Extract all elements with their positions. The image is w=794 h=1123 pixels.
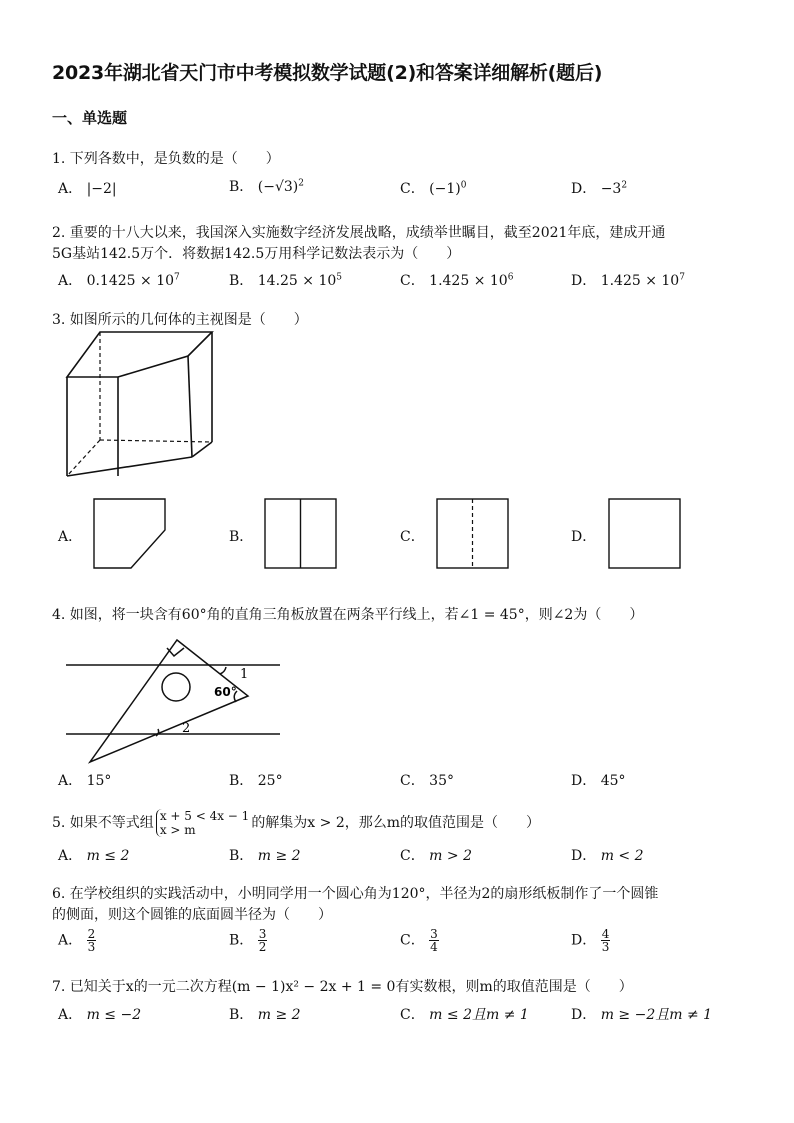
q3-option-a-figure — [93, 498, 167, 570]
q3-solid-figure — [60, 330, 220, 480]
q1-option-b[interactable]: B． $(-√3)^2$ — [229, 178, 304, 195]
q2-option-d[interactable]: D． $1.425 \times 10^7$ — [571, 272, 685, 289]
document-title: 2023年湖北省天门市中考模拟数学试题(2)和答案详细解析(题后) — [52, 62, 603, 84]
q7-option-b[interactable]: B． m ≥ 2 — [229, 1007, 301, 1023]
q1-option-a[interactable]: A． |−2| — [58, 181, 117, 197]
question-2-stem-line2: 5G基站142.5万个．将数据142.5万用科学记数法表示为（ ） — [52, 246, 461, 262]
q6-option-a[interactable]: A． $\frac{2}{3}$ — [58, 927, 96, 954]
q1-option-d[interactable]: D． $-3^2$ — [571, 180, 628, 197]
q7-option-c[interactable]: C． m ≤ 2且m ≠ 1 — [400, 1007, 529, 1023]
q5-option-a[interactable]: A． m ≤ 2 — [58, 848, 130, 864]
question-4-stem: 4. 如图，将一块含有60°角的直角三角板放置在两条平行线上，若∠1 = 45°，则∠2为（ ） — [52, 607, 644, 623]
q4-triangle-figure — [60, 636, 290, 766]
q4-option-a[interactable]: A． 15° — [58, 773, 112, 789]
section-heading: 一、单选题 — [52, 109, 128, 127]
q3-option-d[interactable]: D． — [571, 529, 597, 545]
question-7-stem: 7. 已知关于x的一元二次方程(m − 1)x² − 2x + 1 = 0有实数根，则m的取值范围是（ ） — [52, 979, 633, 995]
q2-option-c[interactable]: C． $1.425 \times 10^6$ — [400, 272, 514, 289]
question-6-stem-line2: 的侧面，则这个圆锥的底面圆半径为（ ） — [52, 907, 332, 923]
q3-option-c-figure — [436, 498, 510, 570]
q1-option-c[interactable]: C． $(-1)^0$ — [400, 180, 467, 197]
question-3-stem: 3. 如图所示的几何体的主视图是（ ） — [52, 312, 308, 328]
question-2-stem-line1: 2. 重要的十八大以来，我国深入实施数字经济发展战略，成绩举世瞩目，截至2021年底，建成开通 — [52, 225, 666, 241]
question-6-stem-line1: 6. 在学校组织的实践活动中，小明同学用一个圆心角为120°，半径为2的扇形纸板制作了一个圆锥 — [52, 886, 659, 902]
q2-option-a[interactable]: A． $0.1425 \times 10^7$ — [58, 272, 180, 289]
q5-option-b[interactable]: B． m ≥ 2 — [229, 848, 301, 864]
q4-angle-60-label: 60° — [214, 685, 237, 699]
q4-option-b[interactable]: B． 25° — [229, 773, 283, 789]
q5-option-c[interactable]: C． m > 2 — [400, 848, 472, 864]
q3-option-b-figure — [264, 498, 338, 570]
question-5-stem: 5. 如果不等式组 x + 5 < 4x − 1 x > m 的解集为x > 2，那么m的取值范围是（ ） — [52, 809, 541, 837]
q6-option-d[interactable]: D． $\frac{4}{3}$ — [571, 927, 610, 954]
question-1-stem: 1. 下列各数中，是负数的是（ ） — [52, 151, 280, 167]
q7-option-a[interactable]: A． m ≤ −2 — [58, 1007, 142, 1023]
q4-angle-2-label: 2 — [182, 721, 191, 736]
q4-option-c[interactable]: C． 35° — [400, 773, 454, 789]
inequality-system: x + 5 < 4x − 1 x > m — [156, 809, 250, 837]
q3-option-b[interactable]: B． — [229, 529, 254, 545]
q7-option-d[interactable]: D． m ≥ −2且m ≠ 1 — [571, 1007, 713, 1023]
q3-option-d-figure — [608, 498, 682, 570]
q5-option-d[interactable]: D． m < 2 — [571, 848, 644, 864]
q3-option-a[interactable]: A． — [58, 529, 83, 545]
q3-option-c[interactable]: C． — [400, 529, 425, 545]
q6-option-b[interactable]: B． $\frac{3}{2}$ — [229, 927, 267, 954]
q4-option-d[interactable]: D． 45° — [571, 773, 626, 789]
q6-option-c[interactable]: C． $\frac{3}{4}$ — [400, 927, 438, 954]
q4-angle-1-label: 1 — [240, 667, 249, 682]
q2-option-b[interactable]: B． $14.25 \times 10^5$ — [229, 272, 343, 289]
